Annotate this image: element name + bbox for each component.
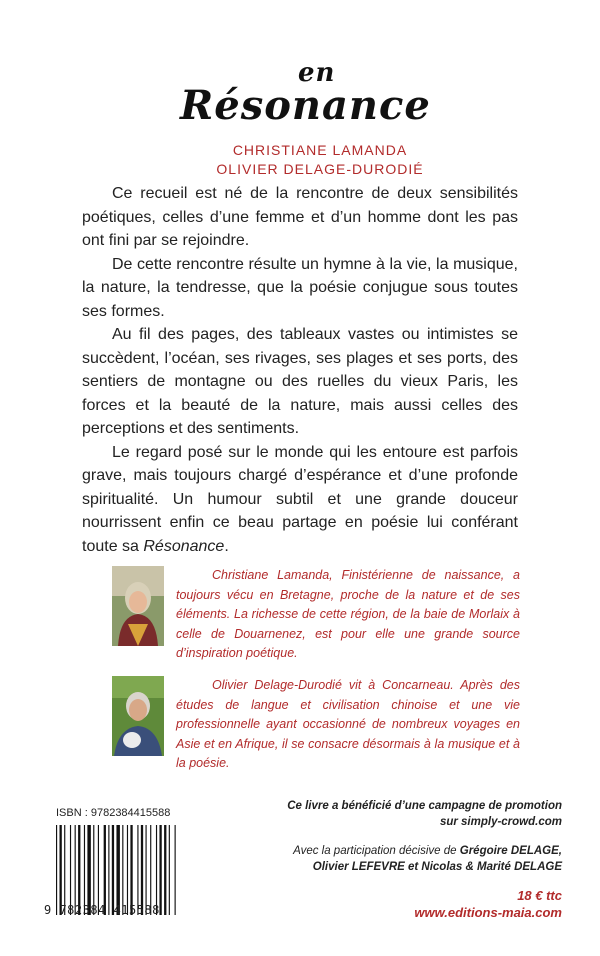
summary-emphasis: Résonance [143, 537, 225, 555]
barcode-bar [104, 825, 106, 915]
barcode-bar [60, 825, 62, 915]
barcode-bar [141, 825, 143, 915]
bio-text-christiane: Christiane Lamanda, Finistérienne de naissance, a toujours vécu en Bretagne, proche de la nature et de ses éléments. La richesse de cette région, de la baie de Morlaix à celle de Douarnenez, est pour elle une grande source d’inspiration poétique. [176, 568, 520, 660]
barcode-bar [137, 825, 138, 915]
price: 18 € ttc [517, 888, 562, 903]
barcode-bar [130, 825, 132, 915]
barcode-digits: 9 782384 415588 [44, 903, 160, 917]
barcode-bar [93, 825, 94, 915]
isbn-label: ISBN : 9782384415588 [56, 807, 171, 819]
barcode-bar [146, 825, 147, 915]
author-photo-christiane [112, 566, 164, 646]
barcode-bar [75, 825, 76, 915]
barcode-bar [64, 825, 65, 915]
barcode-bar [164, 825, 166, 915]
barcode-bar [87, 825, 90, 915]
book-title: Résonance [180, 82, 431, 129]
barcode-bar [127, 825, 128, 915]
summary-text [82, 182, 518, 558]
bio-text-olivier: Olivier Delage-Durodié vit à Concarneau. Après des études de langue et civilisation chinoise et une vie professionnelle ayant occasionné de nombreux voyages en Asie et en Afrique, il se consacre désormais à la musique et à la poésie. [176, 678, 520, 770]
summary-paragraph: Ce recueil est né de la rencontre de deux sensibilités poétiques, celles d’une femme et d’un homme dont les pas ont fini par se rejoindre. [82, 185, 518, 249]
barcode-bar [169, 825, 170, 915]
author-bio-2 [112, 676, 520, 776]
summary-last-end: . [224, 537, 229, 555]
barcode-bar [98, 825, 99, 915]
promo-line-1: Ce livre a bénéficié d’une campagne de promotion [287, 800, 562, 812]
author-bio-1 [112, 566, 520, 666]
promo-line-2: sur simply-crowd.com [439, 816, 562, 828]
barcode-bar [70, 825, 71, 915]
barcode-bar [175, 825, 176, 915]
barcode-bar [150, 825, 151, 915]
barcode-bar [78, 825, 80, 915]
barcode-bar [156, 825, 157, 915]
barcode-bar [116, 825, 119, 915]
barcode-bar [112, 825, 114, 915]
summary-paragraph-last [82, 441, 518, 559]
summary-last-text: Le regard posé sur le monde qui les entoure est parfois grave, mais toujours chargé d’espérance et d’une profonde spiritualité. Un humour subtil et une grande douceur nourrissent enfin ce beau partage en poésie lui conférant toute sa [82, 443, 518, 555]
barcode-bar [159, 825, 161, 915]
barcode-bar [56, 825, 57, 915]
author-photo-olivier [112, 676, 164, 756]
participation-name-1: Grégoire DELAGE, [459, 845, 562, 857]
barcode-bar [84, 825, 85, 915]
barcode [56, 825, 180, 915]
summary-paragraph: Au fil des pages, des tableaux vastes ou intimistes se succèdent, l’océan, ses rivages, ses plages et ses ports, des sentiers de montagne ou des ruelles du vieux Paris, les forces et la beauté de la nature, mais aussi celles des perceptions et des sentiments. [82, 326, 518, 437]
barcode-bar [122, 825, 123, 915]
participation-line-2: Olivier LEFEVRE et Nicolas & Marité DELAGE [312, 861, 562, 873]
participation-line-1 [293, 845, 562, 857]
title-prefix: en [298, 58, 336, 88]
summary-paragraph: De cette rencontre résulte un hymne à la vie, la musique, la nature, la tendresse, que la poésie conjugue sous toutes ses formes. [82, 255, 518, 320]
barcode-bar [108, 825, 109, 915]
publisher-website[interactable]: www.editions-maia.com [414, 905, 562, 920]
author-2: OLIVIER DELAGE-DURODIÉ [216, 161, 424, 177]
author-1: CHRISTIANE LAMANDA [232, 142, 408, 158]
participation-prefix: Avec la participation décisive de [293, 845, 460, 857]
